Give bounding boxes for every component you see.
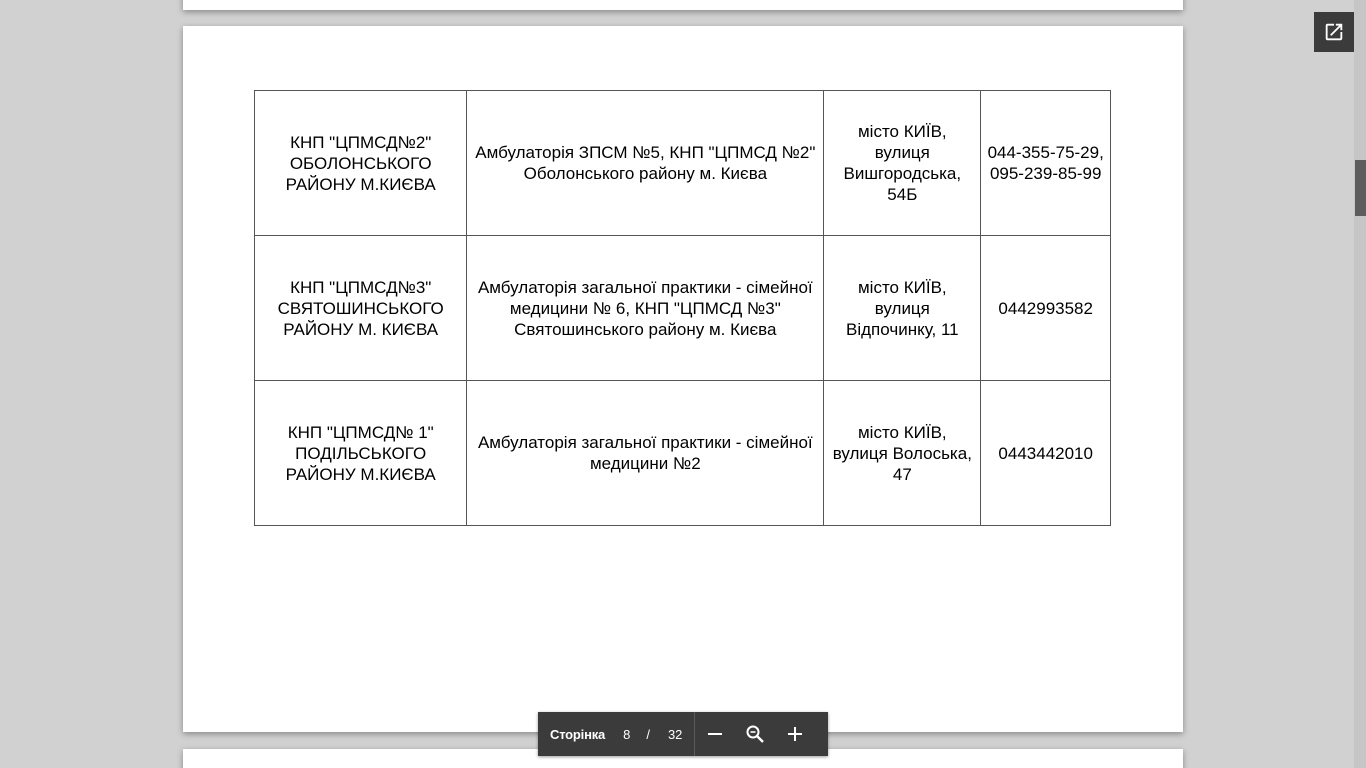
previous-page xyxy=(183,0,1183,10)
address-cell: місто КИЇВ, вулиця Вишгородська, 54Б xyxy=(824,91,981,236)
clinics-table xyxy=(254,90,1111,526)
magnifier-icon xyxy=(745,724,765,744)
zoom-in-button[interactable] xyxy=(775,712,815,756)
current-page xyxy=(183,26,1183,732)
facility-cell: Амбулаторія загальної практики - сімейної медицини № 6, КНП "ЦПМСД №3" Святошинського району м. Києва xyxy=(467,236,824,381)
scrollbar-thumb[interactable] xyxy=(1355,160,1366,216)
table-row xyxy=(255,91,1111,236)
zoom-out-button[interactable] xyxy=(695,712,735,756)
phone-cell: 044-355-75-29, 095-239-85-99 xyxy=(981,91,1111,236)
organization-cell: КНП "ЦПМСД№ 1" ПОДІЛЬСЬКОГО РАЙОНУ М.КИЄВА xyxy=(255,381,467,526)
table-row xyxy=(255,236,1111,381)
current-page-number[interactable]: 8 xyxy=(623,726,631,742)
page-toolbar xyxy=(538,712,828,756)
address-cell: місто КИЇВ, вулиця Відпочинку, 11 xyxy=(824,236,981,381)
page-label: Сторінка xyxy=(550,726,606,742)
plus-icon xyxy=(787,726,803,742)
organization-cell: КНП "ЦПМСД№2" ОБОЛОНСЬКОГО РАЙОНУ М.КИЄВА xyxy=(255,91,467,236)
page-separator: / xyxy=(646,726,650,742)
facility-cell: Амбулаторія ЗПСМ №5, КНП "ЦПМСД №2" Оболонського району м. Києва xyxy=(467,91,824,236)
open-in-new-icon xyxy=(1323,21,1345,43)
vertical-scrollbar[interactable] xyxy=(1354,0,1366,768)
phone-cell: 0443442010 xyxy=(981,381,1111,526)
phone-cell: 0442993582 xyxy=(981,236,1111,381)
organization-cell: КНП "ЦПМСД№3" СВЯТОШИНСЬКОГО РАЙОНУ М. КИЄВА xyxy=(255,236,467,381)
total-pages: 32 xyxy=(667,726,683,742)
page-indicator xyxy=(538,712,695,756)
facility-cell: Амбулаторія загальної практики - сімейної медицини №2 xyxy=(467,381,824,526)
table-row xyxy=(255,381,1111,526)
fit-zoom-button[interactable] xyxy=(735,712,775,756)
address-cell: місто КИЇВ, вулиця Волоська, 47 xyxy=(824,381,981,526)
open-in-new-window-button[interactable] xyxy=(1314,12,1354,52)
minus-icon xyxy=(707,726,723,742)
